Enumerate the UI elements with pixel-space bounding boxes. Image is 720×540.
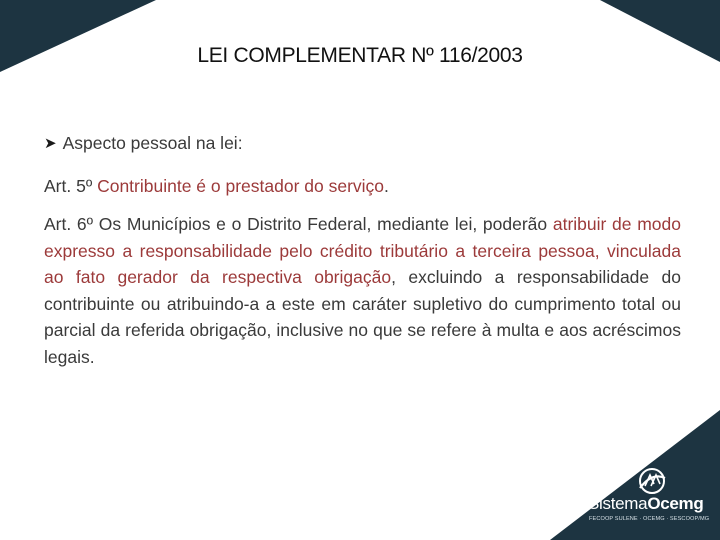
corner-decoration-top-left: [0, 0, 160, 80]
logo-subtitle: FECOOP SULENE · OCEMG · SESCOOP/MG: [589, 516, 710, 522]
art6-highlight: atribuir de modo expresso a responsabilidade pelo crédito tributário a terceira pessoa, vinculada ao fato gerador da respectiva obrigação: [44, 214, 681, 287]
arrow-bullet-icon: ➤: [44, 135, 57, 152]
article-6-paragraph: [44, 211, 681, 370]
bullet-item: [44, 130, 681, 159]
slide-title: LEI COMPLEMENTAR Nº 116/2003: [197, 44, 523, 67]
article-5-paragraph: [44, 173, 681, 200]
sistema-ocemg-logo: [588, 466, 718, 536]
ocemg-logo-mark-icon: [632, 466, 672, 496]
logo-brand-text: SistemaOcemg: [588, 494, 704, 513]
art6-prefix: Art. 6º Os Municípios e o Distrito Federal, mediante lei, poderão: [44, 214, 553, 234]
art6-suffix: , excluindo a responsabilidade do contribuinte ou atribuindo-a a este em caráter supletivo do cumprimento total ou parcial da referida obrigação, inclusive no que se refere à multa e aos acréscimos legais.: [44, 267, 682, 367]
slide-content: [44, 130, 681, 382]
art5-suffix: .: [384, 175, 389, 196]
art5-prefix: Art. 5º: [44, 175, 98, 196]
bullet-text: Aspecto pessoal na lei:: [62, 133, 243, 153]
art5-highlight: Contribuinte é o prestador do serviço: [97, 175, 385, 196]
